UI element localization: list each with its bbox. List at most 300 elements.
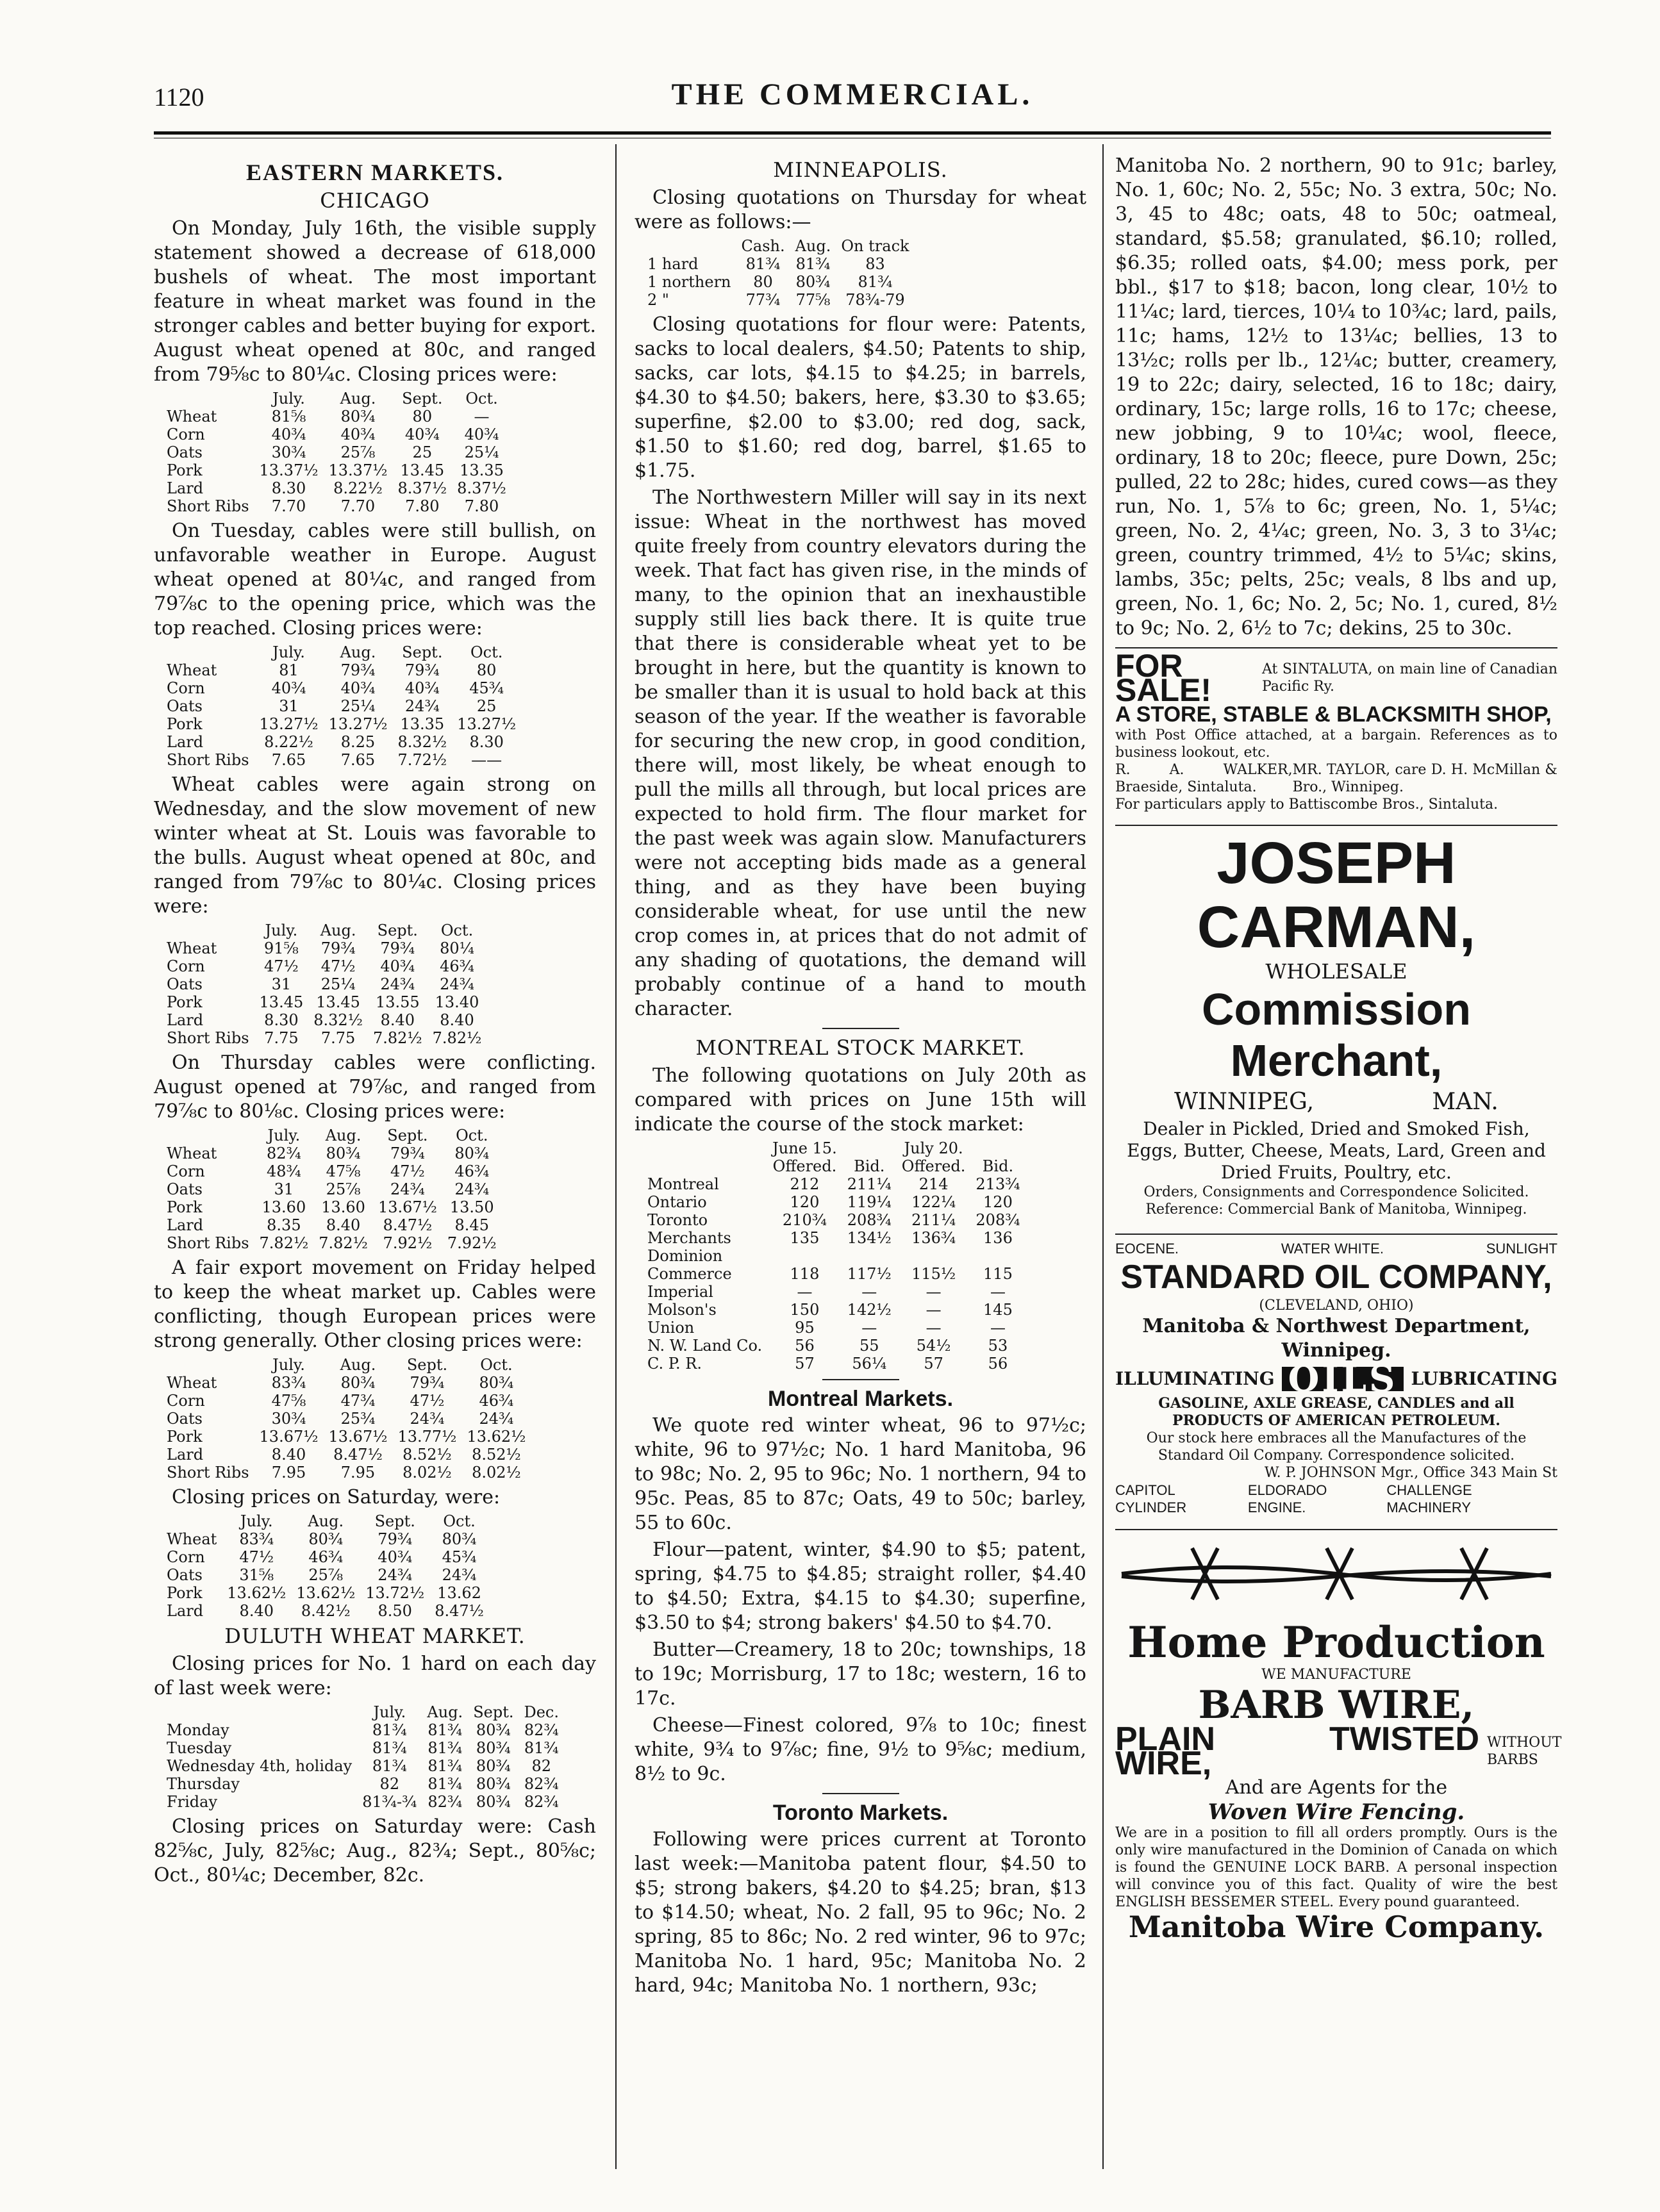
table-row bbox=[647, 1211, 1025, 1229]
table-cell: 7.95 bbox=[271, 1464, 306, 1482]
table-cell: Friday bbox=[167, 1793, 218, 1811]
table-header-row bbox=[167, 1127, 502, 1144]
table-cell: Aug. bbox=[340, 643, 376, 661]
table-row bbox=[167, 1216, 502, 1234]
paragraph: Closing prices on Saturday, were: bbox=[172, 1486, 501, 1508]
table-cell: 47½ bbox=[239, 1548, 274, 1566]
table-cell: Oats bbox=[167, 443, 203, 461]
table-cell: 25¼ bbox=[464, 443, 499, 461]
oil-company-name: STANDARD OIL COMPANY, bbox=[1120, 1259, 1552, 1296]
table-row bbox=[647, 255, 915, 273]
table-row bbox=[167, 1011, 486, 1029]
table-cell: June 15. bbox=[772, 1139, 837, 1157]
paragraph: A fair export movement on Friday helped to keep the wheat market up. Cables were conflicting, though European prices were strong generally. Other closing prices were: bbox=[154, 1257, 596, 1352]
table-cell: 54½ bbox=[916, 1337, 951, 1355]
table-header-row bbox=[167, 1703, 564, 1721]
table-cell: 45¾ bbox=[469, 679, 504, 697]
wire-manufacture: WE MANUFACTURE bbox=[1261, 1667, 1411, 1683]
table-cell: 8.40 bbox=[380, 1011, 415, 1029]
table-cell: — bbox=[925, 1319, 942, 1337]
table-cell: 13.67½ bbox=[259, 1428, 319, 1446]
table-cell: 79¾ bbox=[390, 1144, 425, 1162]
table-cell: Pork bbox=[167, 993, 203, 1011]
table-row bbox=[167, 408, 511, 425]
table-cell: — bbox=[797, 1283, 813, 1301]
table-cell: 8.32½ bbox=[313, 1011, 363, 1029]
table-row bbox=[167, 1548, 489, 1566]
table-cell: 82¾ bbox=[524, 1793, 559, 1811]
table-cell: 31 bbox=[274, 1180, 294, 1198]
table-cell: 13.62½ bbox=[227, 1584, 286, 1602]
table-cell: 150 bbox=[790, 1301, 820, 1319]
table-cell: 8.37½ bbox=[457, 479, 506, 497]
table-cell: 8.02½ bbox=[472, 1464, 521, 1482]
table-cell: 40¾ bbox=[271, 425, 306, 443]
table-cell: 117½ bbox=[847, 1265, 892, 1283]
table-row bbox=[167, 497, 511, 515]
table-cell: 13.27½ bbox=[259, 715, 319, 733]
table-cell: 214 bbox=[918, 1175, 949, 1193]
paragraph: Closing quotations for flour were: Patents, sacks to local dealers, $4.50; Patents to ship, sacks, car lots, $4.15 to $4.25; in barrels, $4.30 to $4.50; bakers, here, $3.30 to $3.65; superfine, $2.00 to $3.00; red dog, sack, $1.50 to $1.60; red dog, barrel, $1.65 to $1.75. bbox=[635, 313, 1086, 482]
table-cell: July. bbox=[240, 1512, 273, 1530]
table-cell: Molson's bbox=[647, 1301, 717, 1319]
table-cell: Wheat bbox=[167, 939, 217, 957]
table-cell: 135 bbox=[790, 1229, 820, 1247]
table-cell: 7.70 bbox=[340, 497, 376, 515]
table-cell: Pork bbox=[167, 461, 203, 479]
table-cell: 30¾ bbox=[271, 1410, 306, 1428]
table-cell: 80¾ bbox=[340, 408, 376, 425]
table-cell: 8.30 bbox=[264, 1011, 299, 1029]
table-cell: Wheat bbox=[167, 1144, 217, 1162]
table-row bbox=[167, 1029, 486, 1047]
table-cell: Monday bbox=[167, 1721, 229, 1739]
wire-barb: BARB WIRE, bbox=[1198, 1683, 1475, 1728]
oils-logo: OILS bbox=[1282, 1367, 1404, 1391]
table-row bbox=[167, 1793, 564, 1811]
table-cell: 8.25 bbox=[340, 733, 376, 751]
table-row bbox=[167, 425, 511, 443]
column-eastern-markets bbox=[154, 154, 596, 1890]
table-cell: 81¾ bbox=[427, 1739, 463, 1757]
price-table bbox=[167, 921, 486, 1047]
carman-name: JOSEPH CARMAN, bbox=[1197, 830, 1476, 960]
table-cell: Oats bbox=[167, 1566, 203, 1584]
table-row bbox=[167, 975, 486, 993]
table-cell: 122¼ bbox=[911, 1193, 956, 1211]
subsection-title: CHICAGO bbox=[320, 188, 430, 213]
table-cell: Sept. bbox=[406, 1356, 448, 1374]
table-cell: 56 bbox=[988, 1355, 1008, 1373]
table-row bbox=[167, 697, 521, 715]
table-cell: 81¾ bbox=[372, 1757, 407, 1775]
table-cell: 8.45 bbox=[454, 1216, 489, 1234]
table-cell: 8.52½ bbox=[403, 1446, 452, 1464]
table-cell: Aug. bbox=[795, 237, 831, 255]
table-cell: Bid. bbox=[982, 1157, 1014, 1175]
table-cell: 24¾ bbox=[378, 1566, 413, 1584]
table-cell: 13.72½ bbox=[365, 1584, 425, 1602]
table-header-row bbox=[167, 643, 521, 661]
table-cell: 24¾ bbox=[440, 975, 474, 993]
oil-stock: Our stock here embraces all the Manufactures of the Standard Oil Company. Correspondence solicited. bbox=[1146, 1430, 1527, 1464]
table-cell: 7.75 bbox=[264, 1029, 299, 1047]
table-cell: 80¾ bbox=[326, 1144, 361, 1162]
table-row bbox=[167, 661, 521, 679]
paragraph: We quote red winter wheat, 96 to 97½c; white, 96 to 97½c; No. 1 hard Manitoba, 96 to 98c; No. 2, 95 to 96c; No. 1 northern, 94 to 95c. Peas, 85 to 87c; Oats, 49 to 50c; barley, 55 to 60c. bbox=[635, 1414, 1086, 1534]
table-row bbox=[167, 1566, 489, 1584]
table-cell: 79¾ bbox=[404, 661, 440, 679]
forsale-apply: For particulars apply to Battiscombe Bros., Sintaluta. bbox=[1115, 796, 1498, 813]
table-cell: Bid. bbox=[854, 1157, 885, 1175]
table-row bbox=[167, 1374, 531, 1392]
table-cell: 13.27½ bbox=[328, 715, 388, 733]
table-cell: Sept. bbox=[402, 390, 443, 408]
table-cell: 13.62½ bbox=[467, 1428, 526, 1446]
table-cell bbox=[167, 921, 254, 939]
table-row bbox=[167, 1144, 502, 1162]
table-cell: 79¾ bbox=[378, 1530, 413, 1548]
table-cell: 1 hard bbox=[647, 255, 699, 273]
table-cell: 31 bbox=[271, 975, 292, 993]
subsection-title: MONTREAL STOCK MARKET. bbox=[695, 1036, 1025, 1060]
price-table bbox=[167, 390, 511, 515]
carman-description: Dealer in Pickled, Dried and Smoked Fish, Eggs, Butter, Cheese, Meats, Lard, Green and Dried Fruits, Poultry, etc. bbox=[1127, 1118, 1546, 1183]
table-cell: 13.45 bbox=[259, 993, 304, 1011]
oil-brand: SUNLIGHT bbox=[1486, 1241, 1557, 1257]
table-cell: 30¾ bbox=[271, 443, 306, 461]
paragraph: Butter—Creamery, 18 to 20c; townships, 18 to 19c; Morrisburg, 17 to 18c; western, 16 to 17c. bbox=[635, 1638, 1086, 1710]
table-cell: Pork bbox=[167, 715, 203, 733]
table-cell: 25⅞ bbox=[326, 1180, 361, 1198]
carman-wholesale: WHOLESALE bbox=[1265, 959, 1407, 984]
table-cell: 13.37½ bbox=[328, 461, 388, 479]
table-row bbox=[167, 1162, 502, 1180]
table-cell bbox=[167, 1127, 254, 1144]
table-cell: 83 bbox=[865, 255, 885, 273]
table-cell: 13.40 bbox=[435, 993, 479, 1011]
table-row bbox=[647, 1229, 1025, 1247]
table-cell: Oct. bbox=[456, 1127, 488, 1144]
table-cell: 7.80 bbox=[464, 497, 499, 515]
table-cell: Corn bbox=[167, 957, 205, 975]
table-cell: Thursday bbox=[167, 1775, 240, 1793]
oil-manager: W. P. JOHNSON Mgr., Office 343 Main St bbox=[1264, 1465, 1557, 1481]
table-row bbox=[647, 1265, 1025, 1283]
table-cell: Sept. bbox=[402, 643, 443, 661]
table-cell: Commerce bbox=[647, 1265, 732, 1283]
table-row bbox=[167, 1584, 489, 1602]
table-cell: 115½ bbox=[911, 1265, 956, 1283]
table-cell: Short Ribs bbox=[167, 497, 249, 515]
table-cell: Wheat bbox=[167, 1374, 217, 1392]
table-cell: 81¾ bbox=[372, 1739, 407, 1757]
table-row bbox=[167, 1775, 564, 1793]
table-cell: 13.77½ bbox=[397, 1428, 457, 1446]
oil-product: ELDORADO ENGINE. bbox=[1247, 1482, 1327, 1515]
stock-table bbox=[647, 1139, 1025, 1373]
table-row bbox=[647, 1175, 1025, 1193]
table-cell bbox=[842, 1247, 897, 1265]
table-cell: Ontario bbox=[647, 1193, 707, 1211]
table-cell bbox=[647, 237, 736, 255]
table-header-row bbox=[647, 1157, 1025, 1175]
oil-department: Manitoba & Northwest Department, Winnipeg. bbox=[1142, 1315, 1531, 1362]
table-row bbox=[167, 1602, 489, 1620]
price-table bbox=[167, 1512, 489, 1620]
table-cell: Oct. bbox=[443, 1512, 476, 1530]
table-cell: 82¾ bbox=[427, 1793, 463, 1811]
table-row bbox=[167, 1392, 531, 1410]
table-cell: 7.80 bbox=[405, 497, 440, 515]
table-cell: 25⅞ bbox=[308, 1566, 344, 1584]
table-row bbox=[167, 1180, 502, 1198]
table-cell: 80¾ bbox=[476, 1775, 511, 1793]
forsale-description: with Post Office attached, at a bargain. References as to business lookout, etc. bbox=[1115, 727, 1557, 761]
table-cell: 80¾ bbox=[476, 1739, 511, 1757]
section-title: EASTERN MARKETS. bbox=[245, 160, 504, 185]
table-cell: 79¾ bbox=[320, 939, 356, 957]
table-cell: Cash. bbox=[741, 237, 785, 255]
table-cell: 8.47½ bbox=[435, 1602, 484, 1620]
table-cell: Short Ribs bbox=[167, 751, 249, 769]
forsale-reference: R. A. WALKER, Braeside, Sintaluta. bbox=[1115, 762, 1293, 795]
table-cell: Pork bbox=[167, 1198, 203, 1216]
table-cell: 8.30 bbox=[469, 733, 504, 751]
table-cell: 48¾ bbox=[266, 1162, 301, 1180]
paragraph: On Tuesday, cables were still bullish, on unfavorable weather in Europe. August wheat opened at 80¼c, and ranged from 79⅞c to the opening price, which was the top reached. Closing prices were: bbox=[154, 520, 596, 640]
table-cell: 79¾ bbox=[410, 1374, 445, 1392]
table-cell: Merchants bbox=[647, 1229, 731, 1247]
table-cell: 80¾ bbox=[308, 1530, 344, 1548]
table-cell: 80¾ bbox=[476, 1793, 511, 1811]
table-cell: 24¾ bbox=[442, 1566, 477, 1584]
table-cell: 13.67½ bbox=[378, 1198, 437, 1216]
table-cell: Corn bbox=[167, 1392, 205, 1410]
table-cell: 79¾ bbox=[380, 939, 415, 957]
table-cell: 77¾ bbox=[745, 291, 781, 309]
table-cell: 80¾ bbox=[476, 1757, 511, 1775]
wire-plain: PLAIN TWISTED WIRE, bbox=[1115, 1721, 1479, 1782]
table-row bbox=[167, 1234, 502, 1252]
table-cell: 13.35 bbox=[460, 461, 504, 479]
table-cell: 142½ bbox=[847, 1301, 892, 1319]
table-cell: 208¾ bbox=[847, 1211, 892, 1229]
table-row bbox=[647, 1319, 1025, 1337]
table-row bbox=[167, 1530, 489, 1548]
table-cell: 212 bbox=[790, 1175, 820, 1193]
table-cell bbox=[767, 1247, 842, 1265]
table-cell: 8.02½ bbox=[403, 1464, 452, 1482]
table-cell: 7.82½ bbox=[432, 1029, 482, 1047]
table-cell: July. bbox=[265, 921, 298, 939]
table-cell: 40¾ bbox=[271, 679, 306, 697]
table-cell: 1 northern bbox=[647, 273, 731, 291]
divider bbox=[822, 1379, 899, 1380]
table-row bbox=[647, 1337, 1025, 1355]
table-cell: Oats bbox=[167, 1410, 203, 1428]
table-cell: Oct. bbox=[470, 643, 503, 661]
table-cell: Pork bbox=[167, 1428, 203, 1446]
table-cell: 136 bbox=[983, 1229, 1013, 1247]
table-cell: 119¼ bbox=[847, 1193, 892, 1211]
table-cell: Dominion bbox=[647, 1247, 723, 1265]
table-cell: 8.22½ bbox=[264, 733, 313, 751]
table-cell: 8.40 bbox=[440, 1011, 474, 1029]
table-header-row bbox=[167, 1356, 531, 1374]
table-row bbox=[167, 1464, 531, 1482]
table-cell: 80¾ bbox=[479, 1374, 514, 1392]
table-header-row bbox=[167, 921, 486, 939]
table-cell: 136¾ bbox=[911, 1229, 956, 1247]
column-minneapolis-montreal bbox=[635, 154, 1086, 2001]
table-row bbox=[167, 1739, 564, 1757]
oil-illuminating: ILLUMINATING bbox=[1115, 1368, 1275, 1389]
table-cell: 13.27½ bbox=[457, 715, 517, 733]
table-cell: — bbox=[990, 1283, 1006, 1301]
table-cell: Montreal bbox=[647, 1175, 719, 1193]
table-cell: 25¼ bbox=[340, 697, 376, 715]
table-cell: 24¾ bbox=[454, 1180, 490, 1198]
oil-product: CAPITOL CYLINDER bbox=[1115, 1482, 1187, 1515]
table-row bbox=[167, 679, 521, 697]
table-cell: Lard bbox=[167, 479, 204, 497]
table-cell: 24¾ bbox=[390, 1180, 425, 1198]
table-cell: July. bbox=[272, 390, 305, 408]
table-row bbox=[167, 751, 521, 769]
table-cell: Sept. bbox=[374, 1512, 415, 1530]
table-cell bbox=[970, 1247, 1025, 1265]
table-cell: Corn bbox=[167, 425, 205, 443]
table-cell: 7.82½ bbox=[259, 1234, 309, 1252]
table-cell: 210¾ bbox=[782, 1211, 827, 1229]
carman-trade: Commission Merchant, bbox=[1201, 984, 1472, 1085]
table-cell: 31⅝ bbox=[239, 1566, 274, 1584]
table-cell: 55 bbox=[859, 1337, 879, 1355]
table-cell: 82 bbox=[531, 1757, 551, 1775]
table-cell: 40¾ bbox=[340, 425, 376, 443]
table-cell: 57 bbox=[924, 1355, 943, 1373]
table-row bbox=[647, 273, 915, 291]
price-table bbox=[167, 1127, 502, 1252]
carman-city: WINNIPEG, bbox=[1174, 1089, 1315, 1115]
standard-oil-ad bbox=[1115, 1234, 1557, 1516]
table-cell: 8.35 bbox=[267, 1216, 301, 1234]
table-cell: 13.55 bbox=[375, 993, 420, 1011]
table-cell: 8.32½ bbox=[397, 733, 447, 751]
table-cell: — bbox=[990, 1319, 1006, 1337]
table-cell: 78¾-79 bbox=[845, 291, 905, 309]
price-table bbox=[167, 1356, 531, 1482]
table-cell: 13.60 bbox=[321, 1198, 365, 1216]
table-cell: Short Ribs bbox=[167, 1234, 249, 1252]
price-table bbox=[167, 1703, 564, 1811]
table-row bbox=[647, 1247, 1025, 1265]
table-cell: Lard bbox=[167, 733, 204, 751]
table-row bbox=[167, 1757, 564, 1775]
table-cell: Corn bbox=[167, 1162, 205, 1180]
table-cell: On track bbox=[841, 237, 909, 255]
paragraph: Flour—patent, winter, $4.90 to $5; patent, spring, $4.75 to $4.85; straight roller, $4.40 to $4.50; Extra, $4.15 to $4.30; superfine, $3.50 to $4; strong bakers' $4.50 to $4.70. bbox=[635, 1539, 1086, 1634]
subsection-title: MINNEAPOLIS. bbox=[773, 158, 948, 182]
table-cell: —— bbox=[471, 751, 502, 769]
table-cell: 46¾ bbox=[308, 1548, 344, 1566]
paragraph: Manitoba No. 2 northern, 90 to 91c; barley, No. 1, 60c; No. 2, 55c; No. 3 extra, 50c; No. 3, 45 to 48c; oats, 48 to 50c; oatmeal, standard, $5.58; granulated, $6.10; rolled, $6.35; rolled oats, $4.00; mess pork, per bbl., $17 to $18; bacon, long clear, 10½ to 11¼c; lard, tierces, 10¼ to 10¾c; lard, pails, 11c; hams, 12½ to 13¼c; bellies, 13 to 13½c; rolls per lb., 12¼c; butter, creamery, 19 to 22c; dairy, selected, 16 to 18c; dairy, ordinary, 15c; large rolls, 16 to 17c; cheese, new jobbing, 9 to 10¼c; wool, fleece, ordinary, 18 to 20c; fleece, pure Down, 25c; pulled, 22 to 28c; hides, cured cows—as they run, No. 1, 5⅞ to 6c; green, No. 1, 5¼c; green, No. 2, 4¼c; green, No. 3, 3 to 3¼c; green, country trimmed, 4½ to 5¼c; skins, lambs, 35c; pelts, 25c; veals, 8 lbs and up, green, No. 1, 6c; No. 2, 5c; No. 1, cured, 8½ to 9c; No. 2, 6½ to 7c; dekins, 25 to 30c. bbox=[1115, 154, 1557, 640]
table-cell: 211¼ bbox=[847, 1175, 892, 1193]
table-cell: 8.40 bbox=[271, 1446, 306, 1464]
table-cell: Aug. bbox=[427, 1703, 463, 1721]
price-table bbox=[167, 643, 521, 769]
table-cell: 46¾ bbox=[454, 1162, 490, 1180]
oil-lubricating: LUBRICATING bbox=[1411, 1368, 1557, 1389]
table-cell: Oct. bbox=[480, 1356, 513, 1374]
table-cell: Oats bbox=[167, 697, 203, 715]
table-cell: Lard bbox=[167, 1602, 204, 1620]
table-row bbox=[167, 479, 511, 497]
table-cell bbox=[897, 1247, 971, 1265]
table-header-row bbox=[647, 1139, 1025, 1157]
table-cell: 7.65 bbox=[340, 751, 376, 769]
table-cell: C. P. R. bbox=[647, 1355, 702, 1373]
table-cell: Sept. bbox=[377, 921, 418, 939]
table-cell: 7.75 bbox=[320, 1029, 356, 1047]
forsale-heading: FOR SALE! bbox=[1115, 648, 1211, 708]
table-cell: 81⅝ bbox=[271, 408, 306, 425]
table-cell: 25 bbox=[412, 443, 433, 461]
table-cell: 40¾ bbox=[340, 679, 376, 697]
table-cell: 25¾ bbox=[340, 1410, 376, 1428]
table-cell: Aug. bbox=[325, 1127, 361, 1144]
table-cell: July 20. bbox=[904, 1139, 963, 1157]
table-row bbox=[167, 993, 486, 1011]
divider bbox=[822, 1793, 899, 1794]
table-header-row bbox=[647, 237, 915, 255]
column-rule bbox=[615, 144, 617, 2169]
table-cell: 81¾ bbox=[427, 1757, 463, 1775]
table-cell: 82¾ bbox=[524, 1721, 559, 1739]
table-cell: — bbox=[925, 1283, 942, 1301]
table-cell: 83¾ bbox=[271, 1374, 306, 1392]
table-cell: 81¾ bbox=[372, 1721, 407, 1739]
table-cell: 81¾ bbox=[524, 1739, 559, 1757]
table-cell: Corn bbox=[167, 1548, 205, 1566]
table-cell: Oct. bbox=[440, 921, 474, 939]
table-cell: 8.47½ bbox=[383, 1216, 433, 1234]
table-cell: 8.30 bbox=[271, 479, 306, 497]
paragraph: On Thursday cables were conflicting. August opened at 79⅞c, and ranged from 79⅞c to 80⅛c. Closing prices were: bbox=[154, 1052, 596, 1123]
table-cell: 31 bbox=[279, 697, 299, 715]
table-cell: 80¾ bbox=[340, 1374, 376, 1392]
table-cell: 8.50 bbox=[378, 1602, 412, 1620]
paragraph: On Monday, July 16th, the visible supply statement showed a decrease of 618,000 bushels of wheat. The most important feature in wheat market was found in the stronger cables and better buying for export. August wheat opened at 80c, and ranged from 79⅝c to 80¼c. Closing prices were: bbox=[154, 217, 596, 386]
oil-brand: EOCENE. bbox=[1115, 1241, 1179, 1257]
table-cell: 24¾ bbox=[380, 975, 415, 993]
table-cell: 45¾ bbox=[442, 1548, 477, 1566]
table-cell: 7.95 bbox=[340, 1464, 376, 1482]
table-row bbox=[167, 461, 511, 479]
table-cell: 40¾ bbox=[464, 425, 499, 443]
paragraph: Closing prices on Saturday were: Cash 82⅝c, July, 82⅝c; Aug., 82¾; Sept., 80⅝c; Oct., 80¼c; December, 82c. bbox=[154, 1815, 596, 1886]
table-cell: Aug. bbox=[340, 1356, 376, 1374]
forsale-ad bbox=[1115, 647, 1557, 813]
table-cell: 77⅝ bbox=[795, 291, 831, 309]
table-row bbox=[167, 733, 521, 751]
table-cell: 80 bbox=[412, 408, 433, 425]
table-cell bbox=[167, 390, 254, 408]
table-cell: Sept. bbox=[473, 1703, 514, 1721]
table-cell: — bbox=[925, 1301, 942, 1319]
table-cell: 81¾ bbox=[427, 1721, 463, 1739]
